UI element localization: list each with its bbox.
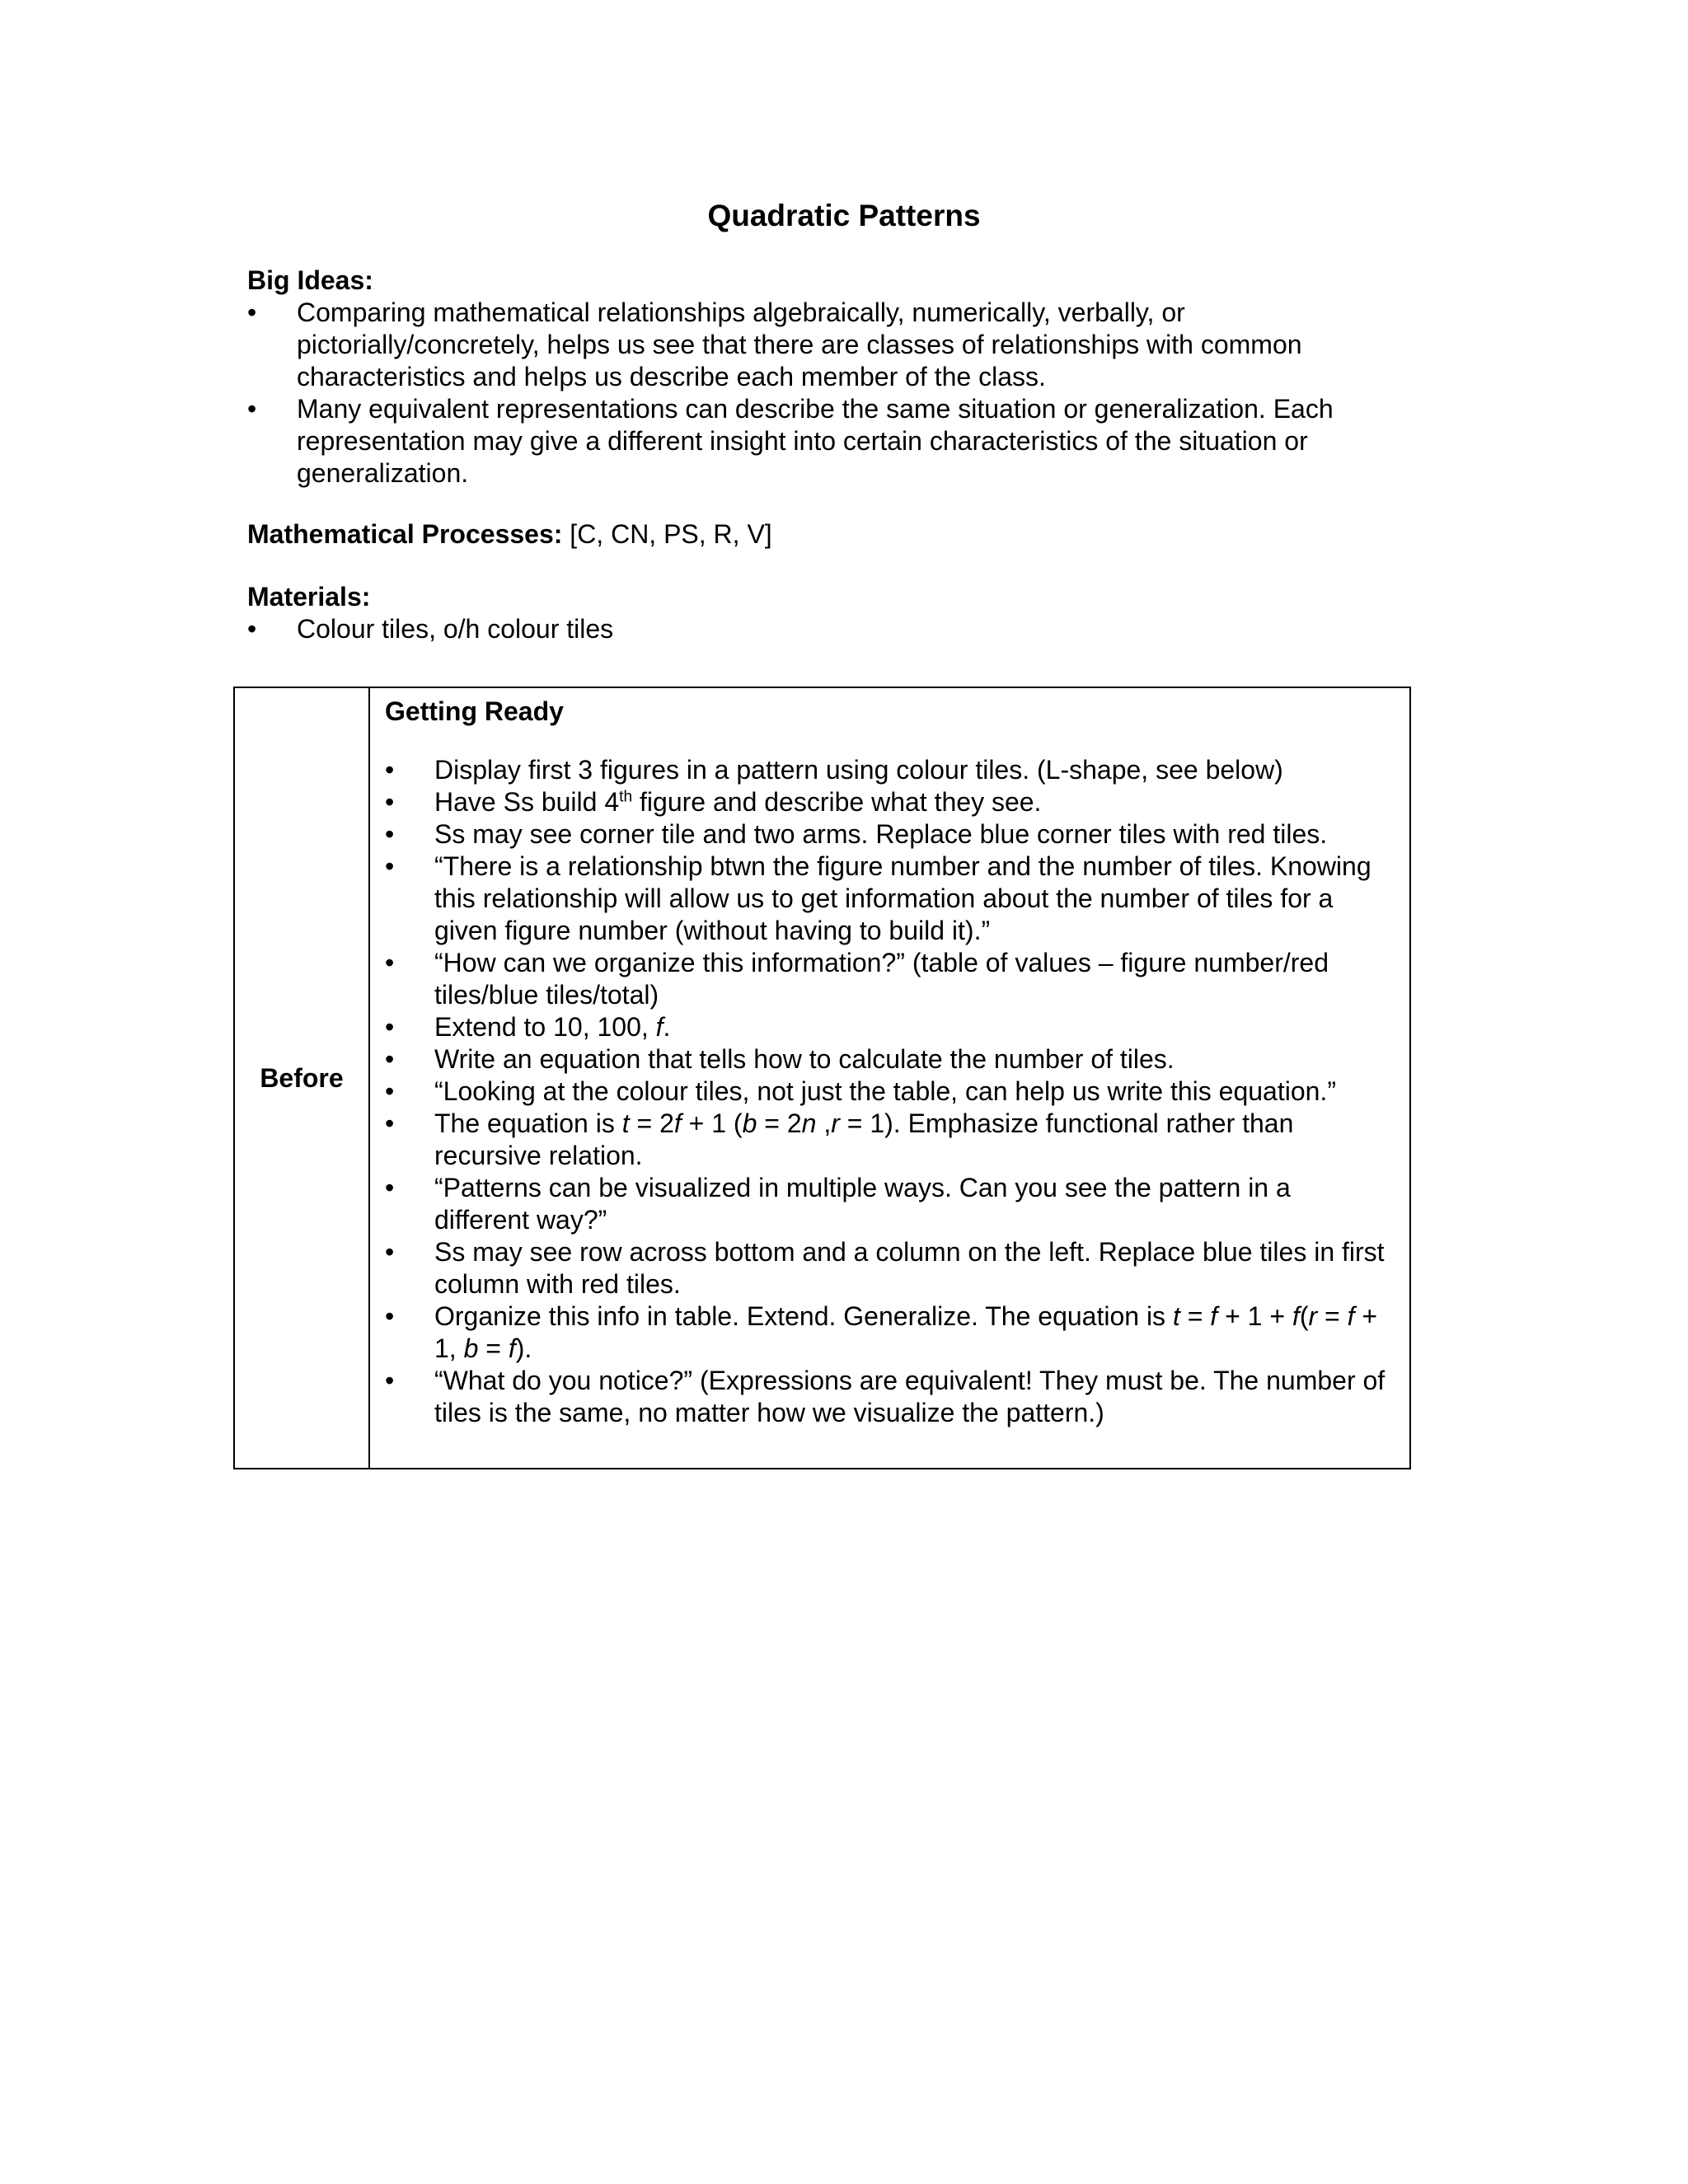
list-item: • Many equivalent representations can describe the same situation or generalization. Each representation may give a different insight into certain characteristics of the situation or generalization. — [247, 394, 1334, 488]
list-item: • Comparing mathematical relationships algebraically, numerically, verbally, or pictorially/concretely, helps us see that there are classes of relationships with common characteristics and helps us describe each member of the class. — [247, 298, 1302, 391]
getting-ready-list — [385, 754, 1390, 1429]
list-item: • Organize this info in table. Extend. Generalize. The equation is t = f + 1 + f(r = f + 1, b = f). — [385, 1301, 1378, 1363]
list-item: • “How can we organize this information?” (table of values – figure number/red tiles/blue tiles/total) — [385, 948, 1329, 1010]
bullet-icon: • — [247, 394, 257, 424]
processes-label: Mathematical Processes: — [247, 519, 563, 549]
list-item: • Write an equation that tells how to calculate the number of tiles. — [385, 1044, 1175, 1074]
list-item: • Ss may see corner tile and two arms. Replace blue corner tiles with red tiles. — [385, 819, 1328, 849]
lesson-table — [233, 687, 1411, 1469]
bullet-icon: • — [385, 1366, 395, 1395]
bullet-icon: • — [385, 819, 395, 849]
list-item: • The equation is t = 2f + 1 (b = 2n ,r = 1). Emphasize functional rather than recursive relation. — [385, 1108, 1294, 1170]
list-item: • “Patterns can be visualized in multiple ways. Can you see the pattern in a different way?” — [385, 1173, 1291, 1235]
bullet-icon: • — [385, 787, 395, 817]
list-item: • Display first 3 figures in a pattern using colour tiles. (L-shape, see below) — [385, 755, 1283, 785]
bullet-icon: • — [385, 851, 395, 881]
section-title: Getting Ready — [385, 696, 564, 726]
phase-label: Before — [260, 1062, 344, 1093]
bullet-icon: • — [247, 614, 257, 644]
bullet-icon: • — [385, 1108, 395, 1138]
bullet-icon: • — [385, 1044, 395, 1074]
list-item: • Have Ss build 4th figure and describe what they see. — [385, 787, 1042, 817]
bullet-icon: • — [385, 1076, 395, 1106]
page-title: Quadratic Patterns — [707, 199, 981, 232]
big-ideas-list — [247, 297, 1418, 490]
bullet-icon: • — [385, 755, 395, 785]
bullet-icon: • — [385, 1301, 395, 1331]
bullet-icon: • — [385, 948, 395, 977]
list-item: • “What do you notice?” (Expressions are equivalent! They must be. The number of tiles is the same, no matter how we visualize the pattern.) — [385, 1366, 1386, 1427]
processes-value: [C, CN, PS, R, V] — [570, 519, 772, 549]
processes-line — [247, 518, 772, 551]
materials-heading: Materials: — [247, 582, 371, 612]
content-cell — [370, 688, 1409, 1468]
list-item: • Extend to 10, 100, f. — [385, 1012, 671, 1042]
list-item: • Colour tiles, o/h colour tiles — [247, 614, 614, 644]
bullet-icon: • — [385, 1012, 395, 1042]
list-item: • “Looking at the colour tiles, not just the table, can help us write this equation.” — [385, 1076, 1336, 1106]
bullet-icon: • — [385, 1173, 395, 1202]
materials-list — [247, 613, 1418, 645]
list-item: • Ss may see row across bottom and a column on the left. Replace blue tiles in first column with red tiles. — [385, 1237, 1385, 1299]
bullet-icon: • — [385, 1237, 395, 1267]
bullet-icon: • — [247, 298, 257, 327]
list-item: • “There is a relationship btwn the figure number and the number of tiles. Knowing this relationship will allow us to get information about the number of tiles for a given figure number (without having to build it).” — [385, 851, 1372, 945]
big-ideas-heading: Big Ideas: — [247, 265, 373, 295]
phase-cell — [235, 688, 370, 1468]
